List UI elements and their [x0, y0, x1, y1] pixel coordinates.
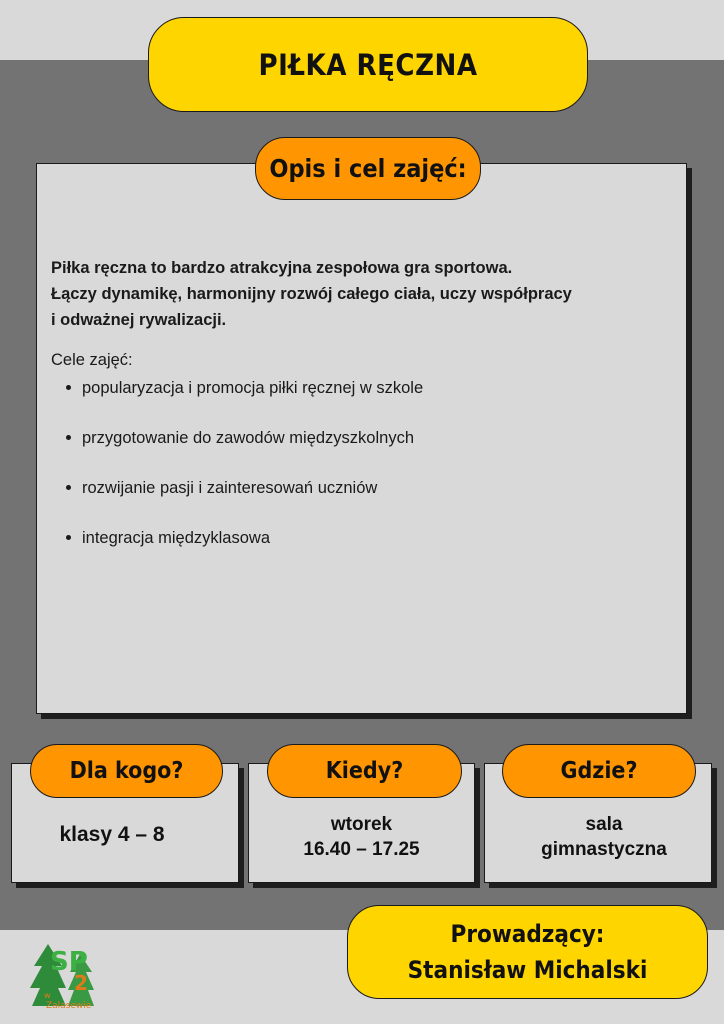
- leader-heading: Prowadzący:: [450, 920, 605, 948]
- school-logo: [28, 936, 108, 1010]
- description-heading: Opis i cel zajęć:: [255, 137, 481, 200]
- when-value: [248, 812, 475, 862]
- where-line: gimnastyczna: [541, 839, 667, 860]
- when-day: wtorek: [330, 814, 393, 835]
- goal-item: integracja międzyklasowa: [66, 527, 423, 577]
- intro-line: i odważnej rywalizacji.: [51, 311, 227, 329]
- goals-label: Cele zajęć:: [51, 351, 133, 369]
- intro-text: [51, 255, 671, 333]
- goal-item: rozwijanie pasji i zainteresowań uczniów: [66, 477, 423, 527]
- logo-place-text: Zalasewie: [46, 1001, 92, 1010]
- intro-line: Piłka ręczna to bardzo atrakcyjna zespołowa gra sportowa.: [51, 259, 513, 277]
- where-value: [484, 812, 724, 862]
- when-time: 16.40 – 17.25: [303, 839, 420, 860]
- goal-item: przygotowanie do zawodów międzyszkolnych: [66, 427, 423, 477]
- leader-box: [347, 905, 708, 999]
- goals-list: [66, 377, 423, 577]
- who-heading: Dla kogo?: [30, 744, 223, 798]
- logo-number-text: 2: [74, 971, 88, 995]
- page-title: PIŁKA RĘCZNA: [148, 17, 588, 112]
- where-heading: Gdzie?: [502, 744, 696, 798]
- intro-line: Łączy dynamikę, harmonijny rozwój całego ciała, uczy współpracy: [51, 285, 572, 303]
- when-heading: Kiedy?: [267, 744, 462, 798]
- logo-sp-text: SP: [50, 947, 88, 977]
- leader-name: Stanisław Michalski: [407, 956, 648, 984]
- where-line: sala: [585, 814, 623, 835]
- who-value: klasy 4 – 8: [59, 823, 165, 846]
- goal-item: popularyzacja i promocja piłki ręcznej w szkole: [66, 377, 423, 427]
- logo-w-text: w: [44, 991, 51, 1000]
